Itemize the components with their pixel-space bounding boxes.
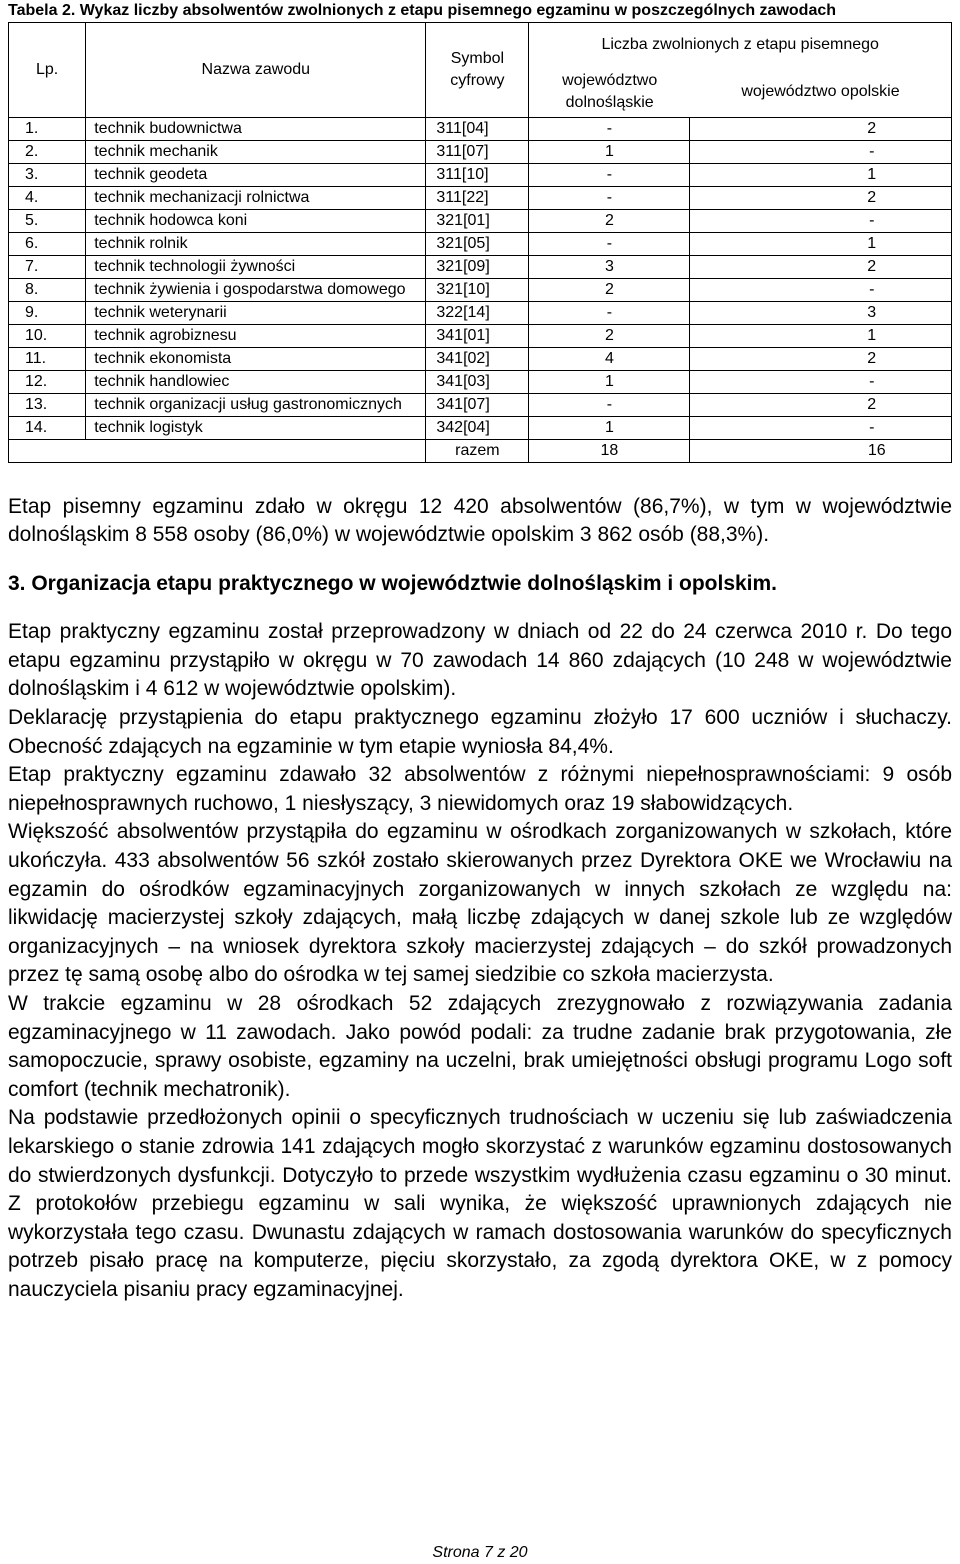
row-symbol: 341[02] — [426, 347, 529, 370]
row-opolskie: 1 — [690, 232, 952, 255]
row-symbol: 321[01] — [426, 209, 529, 232]
document-page — [8, 0, 952, 1305]
row-opolskie: 2 — [690, 347, 952, 370]
paragraph-deklaracje: Deklarację przystąpienia do etapu praktycznego egzaminu złożyło 17 600 uczniów i słuchaczy. Obecność zdających na egzaminie w tym etapie wyniosła 84,4%. — [8, 706, 952, 758]
row-opolskie: 1 — [690, 324, 952, 347]
row-lp: 8. — [9, 278, 86, 301]
row-symbol: 341[03] — [426, 370, 529, 393]
row-lp: 12. — [9, 370, 86, 393]
row-opolskie: - — [690, 416, 952, 439]
row-dolnoslaskie: - — [529, 301, 690, 324]
row-lp: 11. — [9, 347, 86, 370]
row-lp: 7. — [9, 255, 86, 278]
header-name: Nazwa zawodu — [86, 23, 426, 118]
row-dolnoslaskie: 1 — [529, 416, 690, 439]
header-lp: Lp. — [9, 23, 86, 118]
total-blank — [9, 439, 426, 462]
header-opolskie: województwo opolskie — [690, 67, 952, 117]
row-opolskie: - — [690, 370, 952, 393]
paragraph-praktyczny: Etap praktyczny egzaminu został przeprowadzony w dniach od 22 do 24 czerwca 2010 r. Do tego etapu egzaminu przystąpiło w okręgu w 70 zawodach 14 860 zdających (10 248 w województwie dolnośląskim i 4 612 w województwie opolskim). — [8, 620, 952, 701]
row-dolnoslaskie: - — [529, 186, 690, 209]
table-row — [9, 278, 952, 301]
row-name: technik geodeta — [86, 163, 426, 186]
row-name: technik ekonomista — [86, 347, 426, 370]
row-dolnoslaskie: - — [529, 163, 690, 186]
row-lp: 5. — [9, 209, 86, 232]
row-symbol: 311[10] — [426, 163, 529, 186]
table-row — [9, 416, 952, 439]
table-row — [9, 186, 952, 209]
row-symbol: 311[07] — [426, 140, 529, 163]
section-title: 3. Organizacja etapu praktycznego w województwie dolnośląskim i opolskim. — [8, 571, 778, 595]
paragraph-rezygnacje: W trakcie egzaminu w 28 ośrodkach 52 zdających zrezygnowało z rozwiązywania zadania egzaminacyjnego w 11 zawodach. Jako powód podali: za trudne zadanie brak przygotowania, złe samopoczucie, sprawy osobiste, egzaminy na uczelni, brak umiejętności obsługi programu Logo soft comfort (technik mechatronik). — [8, 992, 952, 1101]
total-row — [9, 439, 952, 462]
total-label: razem — [426, 439, 529, 462]
row-opolskie: - — [690, 278, 952, 301]
row-lp: 3. — [9, 163, 86, 186]
row-name: technik agrobiznesu — [86, 324, 426, 347]
paragraph-dostosowania: Na podstawie przedłożonych opinii o specyficznych trudnościach w uczeniu się lub zaświadczenia lekarskiego o stanie zdrowia 141 zdających mogło skorzystać z warunków egzaminu dostosowanych do stwierdzonych dysfunkcji. Dotyczyło to przede wszystkim wydłużenia czasu egzaminu o 30 minut. Z protokołów przebiegu egzaminu w sali wynika, że większość uprawnionych zdających nie wykorzystała tego czasu. Dwunastu zdających w ramach dostosowania warunków do specyficznych potrzeb pisało pracę na komputerze, pięciu skorzystało, za zgodą dyrektora OKE, w z pomocy nauczyciela pisaniu pracy egzaminacyjnej. — [8, 1106, 952, 1301]
row-symbol: 322[14] — [426, 301, 529, 324]
row-name: technik żywienia i gospodarstwa domowego — [86, 278, 426, 301]
row-dolnoslaskie: - — [529, 232, 690, 255]
row-opolskie: 2 — [690, 255, 952, 278]
row-name: technik mechanizacji rolnictwa — [86, 186, 426, 209]
row-opolskie: - — [690, 140, 952, 163]
header-group: Liczba zwolnionych z etapu pisemnego — [529, 23, 952, 68]
row-dolnoslaskie: 1 — [529, 140, 690, 163]
table-row — [9, 301, 952, 324]
row-dolnoslaskie: - — [529, 117, 690, 140]
row-name: technik organizacji usług gastronomicznych — [86, 393, 426, 416]
total-opolskie: 16 — [690, 439, 952, 462]
header-dolnoslaskie: województwo dolnośląskie — [529, 67, 690, 117]
row-opolskie: 2 — [690, 186, 952, 209]
row-symbol: 342[04] — [426, 416, 529, 439]
row-lp: 6. — [9, 232, 86, 255]
row-symbol: 341[01] — [426, 324, 529, 347]
header-symbol: Symbol cyfrowy — [426, 23, 529, 118]
row-dolnoslaskie: - — [529, 393, 690, 416]
table-row — [9, 117, 952, 140]
paragraph-pisemny: Etap pisemny egzaminu zdało w okręgu 12 420 absolwentów (86,7%), w tym w województwie dolnośląskim 8 558 osoby (86,0%) w województwie opolskim 3 862 osób (88,3%). — [8, 494, 952, 547]
table-row — [9, 393, 952, 416]
row-dolnoslaskie: 1 — [529, 370, 690, 393]
table-row — [9, 324, 952, 347]
table-row — [9, 232, 952, 255]
table-row — [9, 370, 952, 393]
row-dolnoslaskie: 2 — [529, 278, 690, 301]
row-opolskie: - — [690, 209, 952, 232]
paragraph-niepelnosprawni: Etap praktyczny egzaminu zdawało 32 absolwentów z różnymi niepełnosprawnościami: 9 osób niepełnosprawnych ruchowo, 1 niesłyszący, 3 niewidomych oraz 19 słabowidzących. — [8, 763, 952, 815]
row-symbol: 311[04] — [426, 117, 529, 140]
row-symbol: 341[07] — [426, 393, 529, 416]
row-name: technik budownictwa — [86, 117, 426, 140]
row-symbol: 321[09] — [426, 255, 529, 278]
table-row — [9, 163, 952, 186]
row-dolnoslaskie: 4 — [529, 347, 690, 370]
row-symbol: 321[05] — [426, 232, 529, 255]
row-opolskie: 2 — [690, 393, 952, 416]
row-name: technik logistyk — [86, 416, 426, 439]
row-name: technik hodowca koni — [86, 209, 426, 232]
row-lp: 14. — [9, 416, 86, 439]
exemptions-table — [8, 22, 952, 463]
table-caption: Tabela 2. Wykaz liczby absolwentów zwolnionych z etapu pisemnego egzaminu w poszczególnych zawodach — [8, 2, 837, 19]
row-dolnoslaskie: 3 — [529, 255, 690, 278]
row-opolskie: 1 — [690, 163, 952, 186]
row-dolnoslaskie: 2 — [529, 209, 690, 232]
total-dolnoslaskie: 18 — [529, 439, 690, 462]
row-symbol: 321[10] — [426, 278, 529, 301]
paragraph-osrodki: Większość absolwentów przystąpiła do egzaminu w ośrodkach zorganizowanych w szkołach, które ukończyła. 433 absolwentów 56 szkół zostało skierowanych przez Dyrektora OKE we Wrocławiu na egzamin do ośrodków egzaminacyjnych zorganizowanych w innych szkołach ze względu na: likwidację macierzystej szkoły zdających, małą liczbę zdających w danej szkole lub ze względów organizacyjnych – na wniosek dyrektora szkoły macierzystej zdających – do szkół prowadzonych przez tę samą osobę albo do ośrodka w tej samej siedzibie co szkoła macierzysta. — [8, 820, 952, 987]
body-text — [8, 493, 952, 1305]
row-name: technik rolnik — [86, 232, 426, 255]
table-row — [9, 255, 952, 278]
table-row — [9, 140, 952, 163]
row-name: technik weterynarii — [86, 301, 426, 324]
row-name: technik mechanik — [86, 140, 426, 163]
row-opolskie: 3 — [690, 301, 952, 324]
row-lp: 9. — [9, 301, 86, 324]
table-row — [9, 209, 952, 232]
row-symbol: 311[22] — [426, 186, 529, 209]
row-name: technik handlowiec — [86, 370, 426, 393]
table-row — [9, 347, 952, 370]
row-lp: 4. — [9, 186, 86, 209]
row-lp: 1. — [9, 117, 86, 140]
row-lp: 2. — [9, 140, 86, 163]
row-lp: 10. — [9, 324, 86, 347]
row-dolnoslaskie: 2 — [529, 324, 690, 347]
row-name: technik technologii żywności — [86, 255, 426, 278]
page-footer: Strona 7 z 20 — [432, 1544, 528, 1561]
row-opolskie: 2 — [690, 117, 952, 140]
row-lp: 13. — [9, 393, 86, 416]
